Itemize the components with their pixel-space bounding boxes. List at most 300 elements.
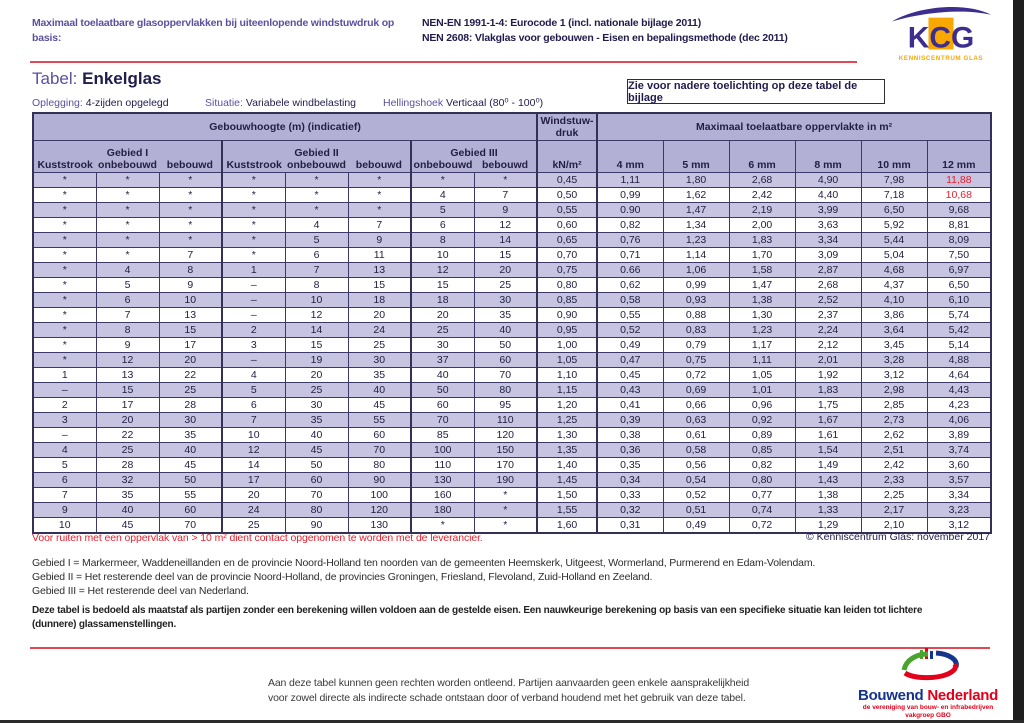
copyright: © Kenniscentrum Glas: november 2017 — [806, 531, 990, 543]
table-cell: 2,85 — [861, 398, 927, 413]
table-cell: 5,14 — [927, 338, 991, 353]
table-cell: 2,42 — [729, 188, 795, 203]
table-cell: 1,17 — [729, 338, 795, 353]
table-cell: 1,38 — [729, 293, 795, 308]
table-cell: 0,50 — [537, 188, 597, 203]
table-row — [33, 413, 991, 428]
table-cell: 35 — [348, 368, 411, 383]
norm-2: NEN 2608: Vlakglas voor gebouwen - Eisen en bepalingsmethode (dec 2011) — [422, 32, 788, 45]
table-cell: 18 — [411, 293, 474, 308]
table-cell: 70 — [285, 488, 348, 503]
table-cell: 0,52 — [663, 488, 729, 503]
table-cell: 0,39 — [597, 413, 663, 428]
table-cell: * — [285, 188, 348, 203]
table-header-row-1 — [33, 113, 991, 141]
table-cell: 60 — [348, 428, 411, 443]
table-cell: 22 — [96, 428, 159, 443]
table-cell: 6,97 — [927, 263, 991, 278]
table-cell: 12 — [411, 263, 474, 278]
table-cell: 180 — [411, 503, 474, 518]
table-cell: 3,28 — [861, 353, 927, 368]
table-cell: 4,88 — [927, 353, 991, 368]
table-cell: 0,69 — [663, 383, 729, 398]
table-cell: 1,10 — [537, 368, 597, 383]
table-cell: 0.66 — [597, 263, 663, 278]
table-cell: 10 — [285, 293, 348, 308]
table-cell: 0,99 — [597, 188, 663, 203]
table-cell: 15 — [285, 338, 348, 353]
table-cell: 28 — [159, 398, 222, 413]
table-cell: 1,29 — [795, 518, 861, 534]
group-gebied-1: Gebied I Kuststrook onbebouwd bebouwd — [33, 141, 222, 173]
table-cell: * — [474, 488, 537, 503]
table-cell: 120 — [474, 428, 537, 443]
table-cell: 5,04 — [861, 248, 927, 263]
table-cell: 4 — [222, 368, 285, 383]
table-cell: 0,32 — [597, 503, 663, 518]
table-cell: 6 — [285, 248, 348, 263]
table-cell: 5,42 — [927, 323, 991, 338]
table-cell: 0,45 — [597, 368, 663, 383]
table-cell: 1 — [33, 368, 96, 383]
title-value: Enkelglas — [82, 69, 162, 88]
table-cell: 2,37 — [795, 308, 861, 323]
table-cell: 1,06 — [663, 263, 729, 278]
table-cell: 4,90 — [795, 173, 861, 188]
table-cell: 0.90 — [597, 203, 663, 218]
table-cell: 50 — [474, 338, 537, 353]
table-cell: 3,57 — [927, 473, 991, 488]
table-cell: 7 — [33, 488, 96, 503]
table-cell: 2,52 — [795, 293, 861, 308]
disclaimer-line-1: Aan deze tabel kunnen geen rechten worden ontleend. Partijen aanvaarden geen enkele aansprakelijkheid — [268, 677, 750, 689]
table-cell: 40 — [285, 428, 348, 443]
table-row — [33, 398, 991, 413]
table-cell: 2,42 — [861, 458, 927, 473]
table-cell: 25 — [222, 518, 285, 534]
table-cell: * — [33, 308, 96, 323]
table-cell: 11 — [348, 248, 411, 263]
table-cell: 0,75 — [663, 353, 729, 368]
table-cell: 0,38 — [597, 428, 663, 443]
table-cell: 1,60 — [537, 518, 597, 534]
table-cell: 3,64 — [861, 323, 927, 338]
table-cell: * — [33, 188, 96, 203]
table-cell: 100 — [411, 443, 474, 458]
table-cell: 40 — [474, 323, 537, 338]
table-cell: * — [33, 173, 96, 188]
table-cell: * — [222, 203, 285, 218]
table-cell: 2 — [222, 323, 285, 338]
bouwend-logo-graphic — [858, 648, 998, 682]
table-row — [33, 263, 991, 278]
table-cell: 0,52 — [597, 323, 663, 338]
table-cell: 1,54 — [795, 443, 861, 458]
table-cell: 30 — [474, 293, 537, 308]
table-cell: – — [222, 308, 285, 323]
table-cell: 40 — [411, 368, 474, 383]
table-cell: – — [33, 428, 96, 443]
table-cell: 11,88 — [927, 173, 991, 188]
table-cell: 19 — [285, 353, 348, 368]
table-cell: * — [96, 203, 159, 218]
gebied-definitions — [32, 556, 815, 598]
table-cell: 4,06 — [927, 413, 991, 428]
table-row — [33, 248, 991, 263]
table-cell: 6,50 — [927, 278, 991, 293]
table-cell: 15 — [96, 383, 159, 398]
kcg-logo-sub: KENNISCENTRUM GLAS — [898, 55, 984, 63]
table-cell: 1,11 — [729, 353, 795, 368]
table-cell: 28 — [96, 458, 159, 473]
table-cell: 40 — [348, 383, 411, 398]
table-cell: 0,89 — [729, 428, 795, 443]
table-cell: 1,23 — [729, 323, 795, 338]
table-cell: 25 — [411, 323, 474, 338]
header-12mm: 12 mm — [927, 141, 991, 173]
table-cell: 0,36 — [597, 443, 663, 458]
table-cell: 95 — [474, 398, 537, 413]
table-cell: 0,92 — [729, 413, 795, 428]
table-cell: 130 — [411, 473, 474, 488]
table-cell: 70 — [411, 413, 474, 428]
table-cell: 110 — [411, 458, 474, 473]
table-cell: 50 — [285, 458, 348, 473]
header-6mm: 6 mm — [729, 141, 795, 173]
table-cell: * — [33, 218, 96, 233]
table-cell: * — [33, 263, 96, 278]
table-cell: 0,43 — [597, 383, 663, 398]
table-cell: 0,49 — [663, 518, 729, 534]
table-cell: 6 — [222, 398, 285, 413]
table-cell: 6,50 — [861, 203, 927, 218]
table-cell: 4,23 — [927, 398, 991, 413]
table-cell: 25 — [348, 338, 411, 353]
red-divider-bottom — [30, 647, 990, 649]
table-cell: 7 — [96, 308, 159, 323]
table-cell: 120 — [348, 503, 411, 518]
table-cell: 13 — [159, 308, 222, 323]
table-cell: 6 — [96, 293, 159, 308]
table-cell: 14 — [222, 458, 285, 473]
table-cell: 2,62 — [861, 428, 927, 443]
table-cell: 0,77 — [729, 488, 795, 503]
table-cell: * — [96, 188, 159, 203]
table-cell: * — [411, 173, 474, 188]
table-cell: – — [33, 383, 96, 398]
table-cell: 4,64 — [927, 368, 991, 383]
table-cell: * — [159, 218, 222, 233]
bouwend-logo-sub1: de vereniging van bouw- en infrabedrijven — [862, 704, 994, 711]
meta-situatie — [205, 97, 356, 109]
meta-value: 4-zijden opgelegd — [85, 97, 169, 109]
table-cell: 3,99 — [795, 203, 861, 218]
table-cell: 150 — [474, 443, 537, 458]
table-cell: 10,68 — [927, 188, 991, 203]
table-cell: 0,83 — [663, 323, 729, 338]
table-cell: 0,49 — [597, 338, 663, 353]
table-cell: 3,63 — [795, 218, 861, 233]
table-cell: 1,33 — [795, 503, 861, 518]
table-cell: 1,58 — [729, 263, 795, 278]
table-row — [33, 368, 991, 383]
table-cell: 100 — [348, 488, 411, 503]
table-cell: * — [285, 173, 348, 188]
norm-references — [422, 16, 788, 46]
table-cell: 3,74 — [927, 443, 991, 458]
gebied-3-definition: Gebied III = Het resterende deel van Nederland. — [32, 585, 249, 597]
table-cell: 13 — [96, 368, 159, 383]
table-cell: 35 — [159, 428, 222, 443]
table-cell: 12 — [96, 353, 159, 368]
table-cell: 1,30 — [537, 428, 597, 443]
table-cell: 2,51 — [861, 443, 927, 458]
table-cell: 30 — [285, 398, 348, 413]
table-cell: 8,09 — [927, 233, 991, 248]
table-cell: 1,43 — [795, 473, 861, 488]
kcg-logo — [888, 5, 994, 70]
red-divider-top — [30, 61, 857, 63]
table-cell: * — [348, 173, 411, 188]
table-cell: 35 — [285, 413, 348, 428]
table-row — [33, 503, 991, 518]
table-row — [33, 308, 991, 323]
table-cell: * — [348, 188, 411, 203]
table-row — [33, 188, 991, 203]
disclaimer — [268, 676, 749, 706]
meta-oplegging — [32, 97, 169, 109]
table-cell: 1,55 — [537, 503, 597, 518]
table-cell: 15 — [348, 278, 411, 293]
table-cell: * — [159, 188, 222, 203]
table-cell: 1,61 — [795, 428, 861, 443]
table-cell: 4,37 — [861, 278, 927, 293]
table-cell: 22 — [159, 368, 222, 383]
table-cell: 2,68 — [795, 278, 861, 293]
table-cell: 4 — [411, 188, 474, 203]
table-cell: 0,96 — [729, 398, 795, 413]
table-cell: 50 — [411, 383, 474, 398]
table-cell: 20 — [411, 308, 474, 323]
table-cell: * — [474, 503, 537, 518]
table-cell: * — [159, 173, 222, 188]
table-cell: 1,45 — [537, 473, 597, 488]
table-cell: 7 — [474, 188, 537, 203]
header-8mm: 8 mm — [795, 141, 861, 173]
table-cell: 1,25 — [537, 413, 597, 428]
table-cell: 2,24 — [795, 323, 861, 338]
table-row — [33, 323, 991, 338]
table-cell: 9,68 — [927, 203, 991, 218]
header-4mm: 4 mm — [597, 141, 663, 173]
table-cell: 55 — [348, 413, 411, 428]
table-cell: 0,75 — [537, 263, 597, 278]
title-label: Tabel: — [32, 69, 78, 88]
table-cell: * — [222, 218, 285, 233]
table-cell: 1,50 — [537, 488, 597, 503]
table-cell: 0,51 — [663, 503, 729, 518]
table-cell: 0,74 — [729, 503, 795, 518]
page-title — [32, 69, 161, 89]
table-row — [33, 428, 991, 443]
table-cell: 60 — [474, 353, 537, 368]
table-cell: 70 — [474, 368, 537, 383]
table-cell: * — [222, 248, 285, 263]
table-cell: 0,79 — [663, 338, 729, 353]
table-cell: 0,70 — [537, 248, 597, 263]
table-cell: 6 — [33, 473, 96, 488]
bouwend-logo-sub2: vakgroep GBO — [905, 712, 951, 719]
table-cell: 1,75 — [795, 398, 861, 413]
table-cell: 8 — [411, 233, 474, 248]
table-cell: 2,00 — [729, 218, 795, 233]
table-cell: 4 — [96, 263, 159, 278]
norm-1: NEN-EN 1991-1-4: Eurocode 1 (incl. nationale bijlage 2011) — [422, 17, 701, 29]
table-cell: 3,60 — [927, 458, 991, 473]
table-row — [33, 443, 991, 458]
table-cell: * — [33, 248, 96, 263]
disclaimer-line-2: voor zowel directe als indirecte schade ontstaan door of verband houdend met het gebruik van deze tabel. — [268, 692, 746, 704]
table-cell: 8 — [159, 263, 222, 278]
table-cell: 25 — [96, 443, 159, 458]
table-cell: 3 — [222, 338, 285, 353]
table-cell: 0,56 — [663, 458, 729, 473]
meta-label: Situatie: — [205, 97, 243, 109]
table-cell: 25 — [285, 383, 348, 398]
table-cell: 5 — [285, 233, 348, 248]
table-cell: 130 — [348, 518, 411, 534]
table-cell: * — [159, 233, 222, 248]
table-cell: * — [348, 203, 411, 218]
table-cell: 70 — [159, 518, 222, 534]
table-cell: 160 — [411, 488, 474, 503]
table-cell: 1,05 — [729, 368, 795, 383]
table-cell: * — [96, 233, 159, 248]
table-cell: * — [33, 338, 96, 353]
table-cell: 60 — [159, 503, 222, 518]
table-cell: – — [222, 293, 285, 308]
table-cell: 25 — [159, 383, 222, 398]
table-cell: 4 — [33, 443, 96, 458]
table-cell: 6 — [411, 218, 474, 233]
table-cell: 17 — [159, 338, 222, 353]
table-cell: 45 — [285, 443, 348, 458]
table-cell: 0,66 — [663, 398, 729, 413]
table-cell: 6,10 — [927, 293, 991, 308]
table-cell: 3 — [33, 413, 96, 428]
table-cell: 8 — [285, 278, 348, 293]
table-cell: 0,47 — [597, 353, 663, 368]
table-cell: 0,71 — [597, 248, 663, 263]
bouwend-logo-text: Bouwend Nederland — [858, 687, 998, 704]
table-cell: 9 — [348, 233, 411, 248]
table-cell: 3,09 — [795, 248, 861, 263]
table-cell: 7 — [222, 413, 285, 428]
table-cell: 7 — [285, 263, 348, 278]
table-cell: * — [411, 518, 474, 534]
table-cell: 1,11 — [597, 173, 663, 188]
table-cell: 7 — [348, 218, 411, 233]
table-cell: 12 — [285, 308, 348, 323]
meta-label: Hellingshoek — [383, 97, 444, 109]
table-cell: 15 — [159, 323, 222, 338]
table-cell: 24 — [222, 503, 285, 518]
table-cell: 20 — [348, 308, 411, 323]
table-row — [33, 473, 991, 488]
table-cell: 3,12 — [861, 368, 927, 383]
table-cell: 0,80 — [729, 473, 795, 488]
table-cell: * — [33, 293, 96, 308]
table-cell: 0,54 — [663, 473, 729, 488]
table-cell: 90 — [285, 518, 348, 534]
table-cell: 5 — [222, 383, 285, 398]
table-cell: 10 — [159, 293, 222, 308]
table-cell: 0,41 — [597, 398, 663, 413]
table-cell: 0,72 — [729, 518, 795, 534]
table-cell: * — [33, 353, 96, 368]
table-cell: 2,87 — [795, 263, 861, 278]
table-cell: * — [33, 233, 96, 248]
table-cell: 0,58 — [663, 443, 729, 458]
table-row — [33, 353, 991, 368]
table-cell: 0,99 — [663, 278, 729, 293]
table-cell: * — [96, 218, 159, 233]
table-cell: 1,30 — [729, 308, 795, 323]
table-cell: 0,35 — [597, 458, 663, 473]
table-row — [33, 203, 991, 218]
table-cell: 5,74 — [927, 308, 991, 323]
table-cell: 190 — [474, 473, 537, 488]
header-windstuwdruk: Windstuw- druk — [537, 113, 597, 141]
red-note: Voor ruiten met een oppervlak van > 10 m² dient contact opgenomen te worden met de leverancier. — [32, 532, 483, 544]
meta-value: Verticaal (80⁰ - 100⁰) — [446, 97, 544, 109]
table-cell: 1,92 — [795, 368, 861, 383]
table-cell: 1,83 — [729, 233, 795, 248]
table-cell: 20 — [159, 353, 222, 368]
gebied-2-definition: Gebied II = Het resterende deel van de provincie Noord-Holland, de provincies Groningen, Friesland, Flevoland, Zuid-Holland en Zeeland. — [32, 571, 653, 583]
table-cell: 0,33 — [597, 488, 663, 503]
table-cell: 110 — [474, 413, 537, 428]
table-cell: 1,40 — [537, 458, 597, 473]
table-cell: 3,45 — [861, 338, 927, 353]
table-cell: 5,92 — [861, 218, 927, 233]
table-cell: 70 — [348, 443, 411, 458]
table-cell: * — [222, 233, 285, 248]
table-cell: 7,98 — [861, 173, 927, 188]
table-cell: 1,34 — [663, 218, 729, 233]
table-cell: 0,31 — [597, 518, 663, 534]
group-gebied-2: Gebied II Kuststrook onbebouwd bebouwd — [222, 141, 411, 173]
table-cell: 4,43 — [927, 383, 991, 398]
table-cell: 1,01 — [729, 383, 795, 398]
glass-area-table — [32, 112, 992, 534]
table-cell: 2,98 — [861, 383, 927, 398]
table-cell: 1,38 — [795, 488, 861, 503]
table-cell: 5 — [411, 203, 474, 218]
table-cell: 2,10 — [861, 518, 927, 534]
table-cell: 35 — [96, 488, 159, 503]
table-row — [33, 338, 991, 353]
table-cell: 85 — [411, 428, 474, 443]
table-cell: – — [222, 278, 285, 293]
table-cell: 18 — [348, 293, 411, 308]
table-cell: 25 — [474, 278, 537, 293]
table-cell: 0,62 — [597, 278, 663, 293]
table-cell: 4 — [285, 218, 348, 233]
table-cell: 2,12 — [795, 338, 861, 353]
kcg-logo-text: KCG — [907, 21, 975, 55]
table-cell: 80 — [348, 458, 411, 473]
